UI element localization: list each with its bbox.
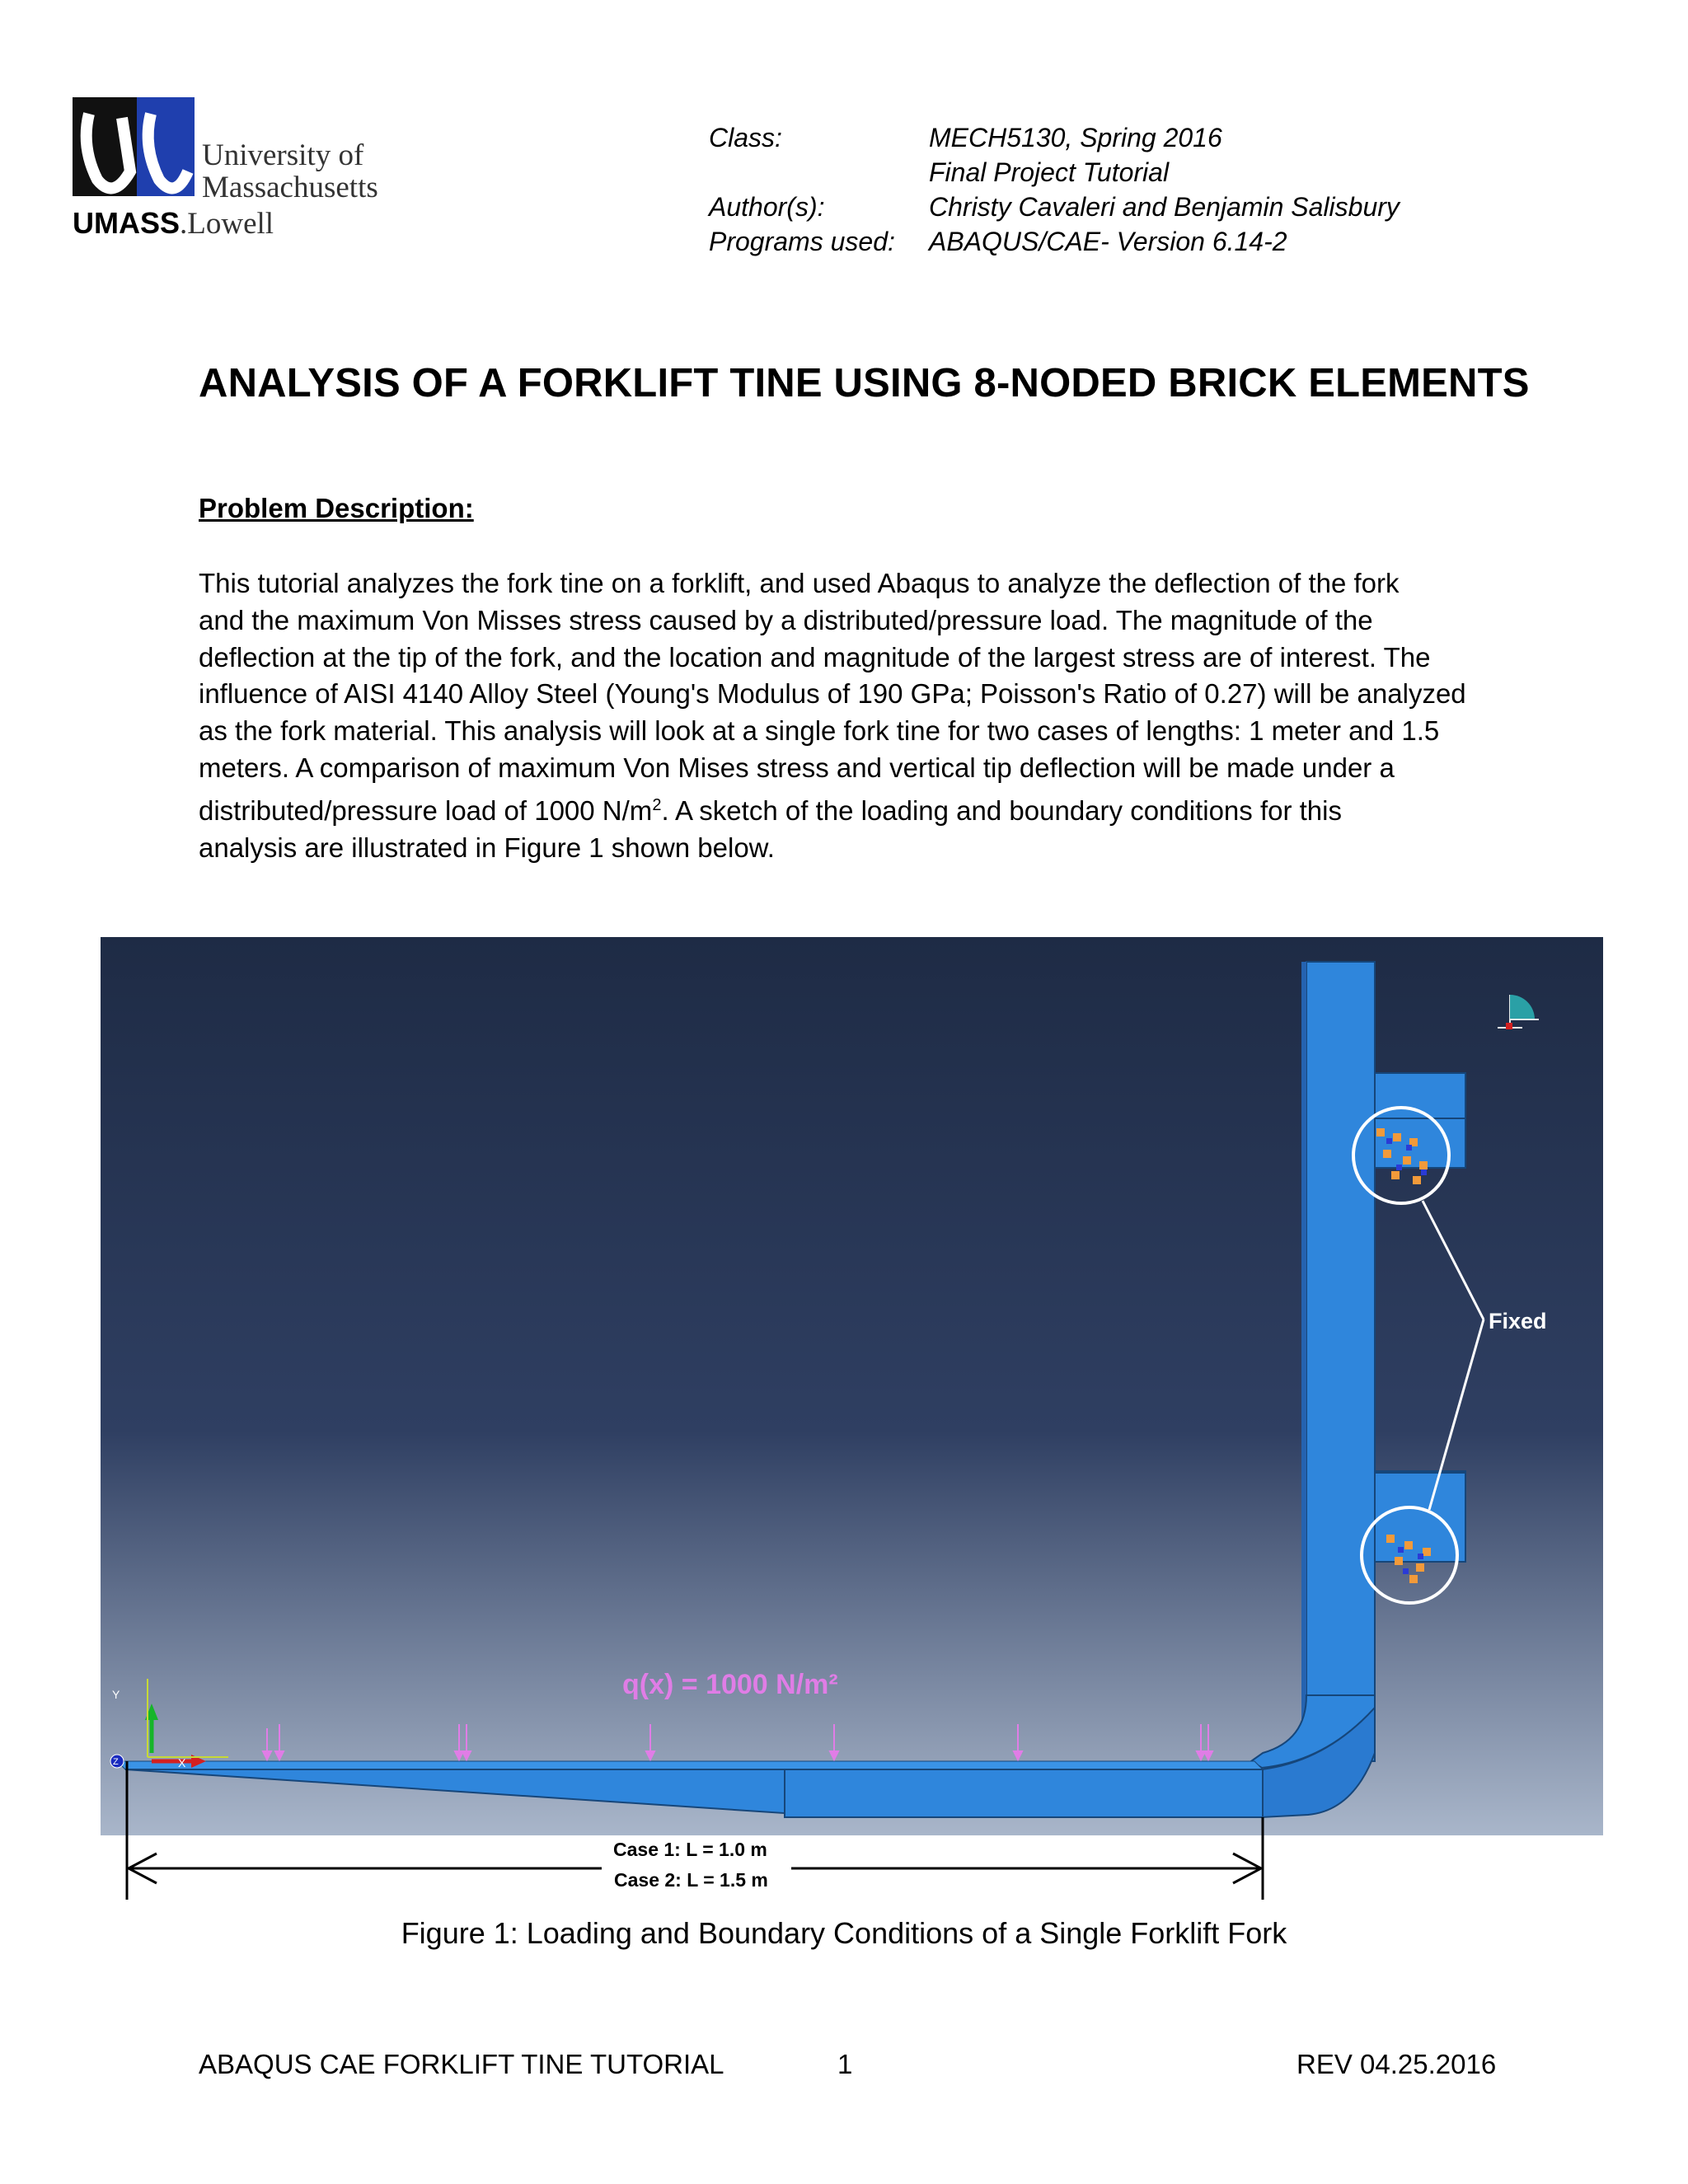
paragraph-line: meters. A comparison of maximum Von Mises stress and vertical tip deflection will be made under a xyxy=(199,752,1395,783)
document-title: ANALYSIS OF A FORKLIFT TINE USING 8-NODED BRICK ELEMENTS xyxy=(199,361,1530,405)
authors-label: Author(s): xyxy=(709,192,825,222)
paragraph-line xyxy=(199,787,1501,830)
logo-line-2: Massachusetts xyxy=(202,171,378,204)
authors-value: Christy Cavaleri and Benjamin Salisbury xyxy=(929,192,1400,222)
class-value: MECH5130, Spring 2016 xyxy=(929,123,1222,152)
paragraph-line: deflection at the tip of the fork, and the location and magnitude of the largest stress are of interest. The xyxy=(199,641,1431,673)
line7b: . A sketch of the loading and boundary conditions for this xyxy=(661,794,1342,826)
logo-umass-word: UMASS xyxy=(73,206,181,240)
footer-revision: REV 04.25.2016 xyxy=(1296,2049,1497,2079)
case-1-label: Case 1: L = 1.0 m xyxy=(613,1839,767,1860)
load-label: q(x) = 1000 N/m² xyxy=(622,1669,838,1700)
paragraph-line: influence of AISI 4140 Alloy Steel (Young's Modulus of 190 GPa; Poisson's Ratio of 0.27) will be analyzed xyxy=(199,678,1466,710)
paragraph-line: as the fork material. This analysis will look at a single fork tine for two cases of lengths: 1 meter and 1.5 xyxy=(199,715,1440,747)
superscript-2: 2 xyxy=(652,795,662,814)
footer-page-number: 1 xyxy=(837,2049,853,2079)
logo-line-1: University of xyxy=(202,138,364,172)
figure-caption: Figure 1: Loading and Boundary Conditions of a Single Forklift Fork xyxy=(401,1916,1287,1950)
paragraph-line: analysis are illustrated in Figure 1 shown below. xyxy=(199,832,775,863)
paragraph-line: and the maximum Von Misses stress caused by a distributed/pressure load. The magnitude of the xyxy=(199,604,1373,635)
programs-value: ABAQUS/CAE- Version 6.14-2 xyxy=(929,227,1287,256)
section-heading: Problem Description: xyxy=(199,493,474,523)
class-value-2: Final Project Tutorial xyxy=(929,157,1170,187)
paragraph-line: This tutorial analyzes the fork tine on a forklift, and used Abaqus to analyze the deflection of the fork xyxy=(199,568,1400,598)
footer-left: ABAQUS CAE FORKLIFT TINE TUTORIAL xyxy=(199,2049,724,2079)
triad-z-label: Z xyxy=(113,1757,119,1767)
triad-y-label: Y xyxy=(112,1688,120,1701)
problem-description-paragraph xyxy=(199,565,1501,866)
dimension-arrows xyxy=(115,1835,1286,1901)
figure-1-forklift-tine xyxy=(101,937,1603,1860)
viewport-background xyxy=(101,937,1603,1835)
programs-label: Programs used: xyxy=(709,227,895,256)
logo-umass xyxy=(73,206,274,241)
triad-x-label: X xyxy=(178,1756,186,1769)
fixed-label: Fixed xyxy=(1489,1309,1547,1333)
line7a: distributed/pressure load of 1000 N/m xyxy=(199,794,653,826)
class-label: Class: xyxy=(709,123,782,152)
logo-city: .Lowell xyxy=(180,207,274,241)
case-2-label: Case 2: L = 1.5 m xyxy=(614,1869,768,1891)
